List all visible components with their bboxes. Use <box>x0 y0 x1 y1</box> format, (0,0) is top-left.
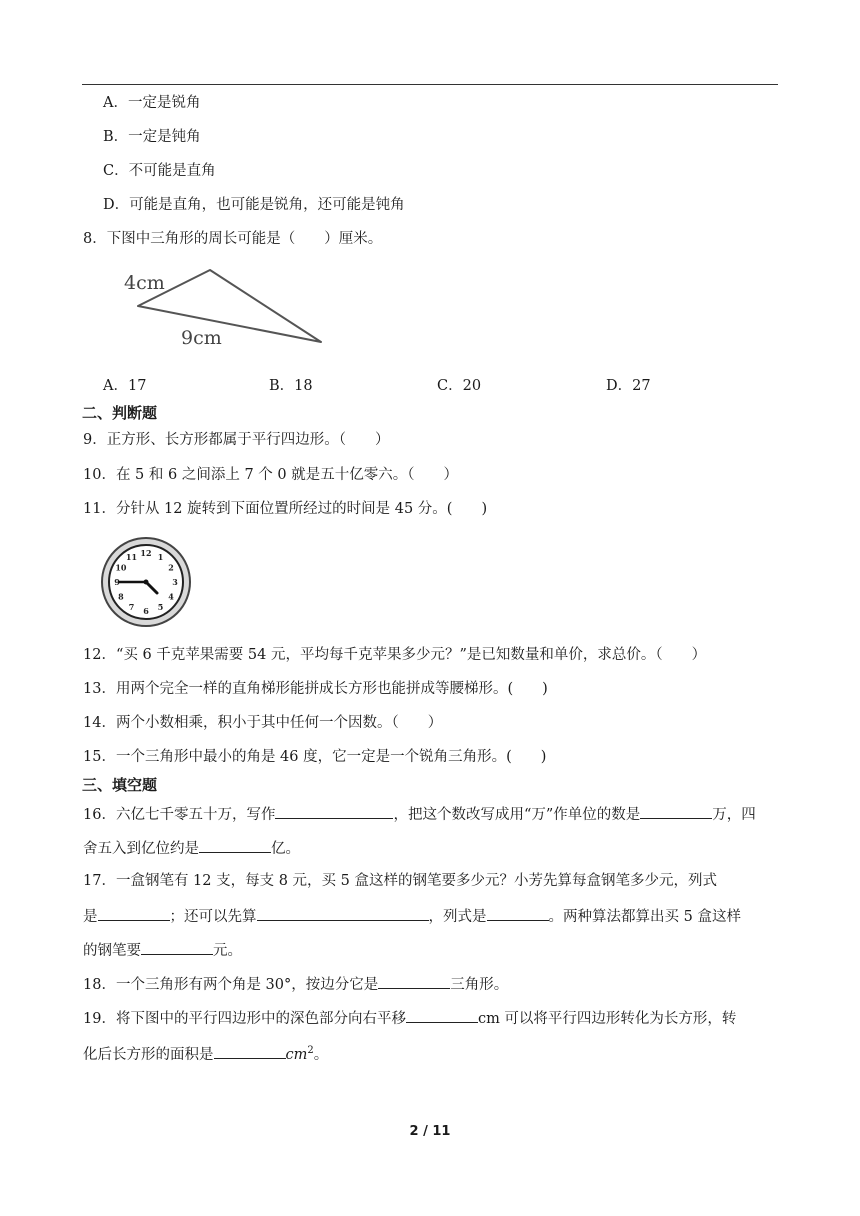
clock-numeral: 3 <box>172 577 178 587</box>
q19-text-4: 。 <box>313 1046 329 1063</box>
q8-option-d[interactable]: D．27 <box>606 378 651 394</box>
clock-numeral: 10 <box>115 562 127 573</box>
q17-text-5: 。两种算法都算出买 5 盒这样 <box>548 909 741 925</box>
clock-numeral: 2 <box>168 562 174 573</box>
page-number: 2 / 11 <box>409 1124 451 1139</box>
q19-line-2 <box>83 1041 328 1065</box>
clock-numeral: 12 <box>140 548 152 558</box>
q19-text-1: 19．将下图中的平行四边形中的深色部分向右平移 <box>83 1011 406 1027</box>
q8-option-c[interactable]: C．20 <box>437 378 482 394</box>
q17-blank-1[interactable] <box>98 905 170 921</box>
q17-text-4: ，列式是 <box>428 909 487 925</box>
q16-line-1 <box>83 803 756 825</box>
clock-numeral: 6 <box>143 606 149 616</box>
q19-blank-1[interactable] <box>406 1007 478 1023</box>
q19-unit-cm: cm <box>285 1046 308 1063</box>
q8-label-base: 9cm <box>181 327 222 349</box>
clock-numeral: 8 <box>118 591 124 602</box>
q16-text-5: 亿。 <box>271 841 300 857</box>
q17-line-1: 17．一盒钢笔有 12 支，每支 8 元，买 5 盒这样的钢笔要多少元？小芳先算每盒钢笔多少元，列式 <box>83 873 718 889</box>
q7-option-d[interactable]: D．可能是直角，也可能是锐角，还可能是钝角 <box>103 197 405 213</box>
q17-text-3: ；还可以先算 <box>169 909 257 925</box>
q19-unit-exponent: 2 <box>307 1045 314 1056</box>
q8-triangle-figure <box>110 258 340 358</box>
q8-option-b[interactable]: B．18 <box>269 378 313 394</box>
q16-text-1: 16．六亿七千零五十万，写作 <box>83 807 276 823</box>
q10-question: 10．在 5 和 6 之间添上 7 个 0 就是五十亿零六。（ ） <box>83 467 458 483</box>
q16-blank-1[interactable] <box>275 803 393 819</box>
q14-question: 14．两个小数相乘，积小于其中任何一个因数。（ ） <box>83 715 443 731</box>
q16-text-4: 舍五入到亿位约是 <box>83 841 199 857</box>
q17-line-3 <box>83 939 242 961</box>
q18-text-1: 18．一个三角形有两个角是 30°，按边分它是 <box>83 977 379 993</box>
header-rule <box>82 84 778 85</box>
q11-clock-figure <box>100 536 192 628</box>
q19-line-1 <box>83 1007 736 1029</box>
q19-text-2: cm 可以将平行四边形转化为长方形，转 <box>477 1011 737 1027</box>
q18-text-2: 三角形。 <box>450 977 509 993</box>
q17-blank-4[interactable] <box>141 939 213 955</box>
q17-text-7: 元。 <box>213 943 242 959</box>
clock-numeral: 1 <box>157 551 164 562</box>
q8-option-a[interactable]: A．17 <box>103 378 147 394</box>
q19-blank-2[interactable] <box>214 1043 286 1059</box>
q18-blank-1[interactable] <box>378 973 450 989</box>
q17-blank-2[interactable] <box>257 905 429 921</box>
q16-blank-2[interactable] <box>640 803 712 819</box>
q18-line <box>83 973 508 995</box>
q16-text-2: ，把这个数改写成用“万”作单位的数是 <box>393 807 641 823</box>
section-2-title: 二、判断题 <box>82 404 158 422</box>
q16-line-2 <box>83 837 300 859</box>
clock-numeral: 9 <box>114 577 120 587</box>
q7-option-b[interactable]: B．一定是钝角 <box>103 129 201 145</box>
q13-question: 13．用两个完全一样的直角梯形能拼成长方形也能拼成等腰梯形。( ) <box>83 681 548 697</box>
q15-question: 15．一个三角形中最小的角是 46 度，它一定是一个锐角三角形。( ) <box>83 749 547 765</box>
section-3-title: 三、填空题 <box>82 776 158 794</box>
q12-question: 12．“买 6 千克苹果需要 54 元，平均每千克苹果多少元？”是已知数量和单价，求总价。（ ） <box>83 647 707 663</box>
q16-text-3: 万，四 <box>712 807 756 823</box>
q7-option-a[interactable]: A．一定是锐角 <box>103 95 201 111</box>
clock-numeral: 4 <box>168 591 174 602</box>
q17-blank-3[interactable] <box>487 905 549 921</box>
clock-numeral: 11 <box>125 551 138 562</box>
q8-question: 8．下图中三角形的周长可能是（ ）厘米。 <box>83 231 383 247</box>
q16-blank-3[interactable] <box>199 837 271 853</box>
clock-numeral: 7 <box>128 602 135 613</box>
q11-question: 11．分针从 12 旋转到下面位置所经过的时间是 45 分。( ) <box>83 501 488 517</box>
q8-label-side: 4cm <box>124 272 165 294</box>
q17-text-6: 的钢笔要 <box>83 943 141 959</box>
q17-line-2 <box>83 905 741 927</box>
q17-text-2: 是 <box>83 909 98 925</box>
q19-text-3: 化后长方形的面积是 <box>83 1046 214 1063</box>
q9-question: 9．正方形、长方形都属于平行四边形。（ ） <box>83 432 390 448</box>
clock-numeral: 5 <box>157 602 164 613</box>
q7-option-c[interactable]: C．不可能是直角 <box>103 163 216 179</box>
